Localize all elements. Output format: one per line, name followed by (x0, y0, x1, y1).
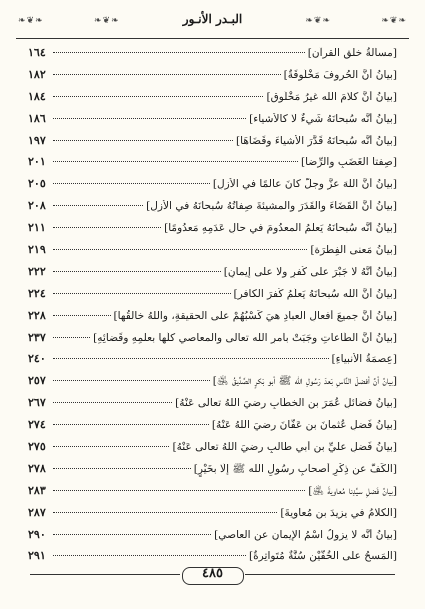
toc-entry-title: [بيانُ أنَّه سُبحانَهُ يَعلمُ المعدُومَ في حالِ عَدَمِهِ مَعدُومًا] (164, 222, 397, 235)
toc-page-number: ١٨٤ (28, 89, 46, 103)
toc-entry-title: [بيانُ أنَّه لا يزولُ اسْمُ الإيمانِ عنِ العاصي] (214, 528, 397, 541)
toc-entry-title: [بيانُ أنَّهُ لا جَبْرَ على كُفرٍ ولا على إيمانٍ] (223, 265, 397, 278)
leader-dots (53, 512, 277, 513)
leader-dots (53, 249, 307, 250)
right-ornament-icon: ❧❦❧ (381, 16, 407, 26)
toc-row (28, 396, 397, 418)
toc-page-number: ٢٠٨ (28, 199, 46, 213)
toc-row (28, 221, 397, 243)
leader-dots (53, 293, 231, 294)
toc-entry-title: [بيانُ أنَّ جميعَ أفعالِ العبادِ هيَ كَسْبُهُمْ على الحقيقةِ، واللهُ خالقُها] (113, 309, 397, 322)
toc-entry-title: [عِصمَةُ الأنبياءِ] (331, 353, 397, 366)
toc-row (28, 68, 397, 90)
leader-dots (53, 337, 90, 338)
toc-entry-title: [بيانُ أنَّ أفضلَ النَّاسِ بَعدَ رَسُولِ الله ﷺ أبو بَكرٍ الصِّدِّيقُ ﵁] (212, 375, 397, 388)
toc-page-number: ٢٢٨ (28, 308, 46, 322)
toc-entry-title: [مسألةُ خلقِ القرآن] (307, 47, 397, 59)
leader-dots (53, 380, 210, 381)
toc-entry-title: [بيانُ أنَّه سُبحانَهُ شَيءٌ لا كالأشياء] (249, 112, 397, 125)
page-number: ٤٨٥ (202, 566, 223, 581)
toc-row (28, 418, 397, 440)
toc-page-number: ٢٤٠ (28, 352, 46, 366)
leader-dots (53, 534, 211, 535)
leader-dots (53, 315, 111, 316)
toc-row (28, 46, 397, 68)
toc-entry-title: [بيانُ أنَّ الحُروفَ مَخْلُوقَةٌ] (283, 68, 397, 81)
toc-page-number: ٢٦٧ (28, 396, 46, 410)
leader-dots (53, 140, 233, 141)
toc-entry-title: [بيانُ فَضلِ عُثمانَ بنِ عَفَّانَ رضيَ اللهُ عَنْهُ] (211, 419, 397, 432)
leader-dots (53, 271, 221, 272)
toc-page-number: ٢٩٠ (28, 527, 46, 541)
toc-page-number: ٢١٩ (28, 243, 46, 257)
toc-entry-title: [بيانُ فَضلِ سيِّدِنا مُعاويةَ ﵁] (308, 484, 397, 497)
toc-row (28, 528, 397, 550)
toc-row (28, 374, 397, 396)
toc-row (28, 287, 397, 309)
leader-dots (53, 446, 169, 447)
toc-row (28, 134, 397, 156)
toc-page-number: ١٩٧ (28, 133, 46, 147)
leader-dots (53, 161, 298, 162)
toc-entry-title: [بيانُ أنَّ اللهَ عزَّ وجلَّ كانَ عالمًا في الأزلِ] (212, 178, 397, 191)
toc-row (28, 352, 397, 374)
toc-entry-title: [بيانُ فَضلِ عليِّ بنِ أبي طالبٍ رضيَ اللهُ تعالى عَنْهُ] (172, 441, 397, 454)
toc-page-number: ١٦٤ (28, 46, 46, 59)
left-ornament-icon: ❧❦❧ (18, 16, 44, 26)
toc-row (28, 462, 397, 484)
toc-page-number: ٢٨٧ (28, 505, 46, 519)
toc-entry-title: [بيانُ أنَّ الله سُبحانَهُ يَعلَمُ كُفرَ الكافرِ] (233, 287, 397, 300)
toc-row (28, 309, 397, 331)
right-ornament-2-icon: ❧❦❧ (305, 16, 331, 26)
toc-entry-title: [صِفتا الغَضَبِ والرِّضا] (300, 156, 397, 169)
leader-dots (53, 96, 263, 97)
header-title: البـدر الأنـور (182, 12, 243, 26)
toc-page-number: ٢٧٥ (28, 440, 46, 454)
toc-page-number: ٢٠٥ (28, 177, 46, 191)
toc-page-number: ١٨٦ (28, 111, 46, 125)
toc-entry-title: [بيانُ مَعنى الفِطرَة] (310, 244, 397, 257)
toc-row (28, 199, 397, 221)
toc-entry-title: [بيانُ أنَّ القَضَاءَ والقَدَرَ والمشيئةَ صِفاتُهُ سُبحانَهُ في الأزلِ] (146, 200, 397, 213)
toc-page-number: ٢٠١ (28, 155, 46, 169)
toc-row (28, 112, 397, 134)
leader-dots (53, 52, 305, 53)
leader-dots (53, 468, 191, 469)
toc-entry-title: [بيانُ فضائلِ عُمَرَ بنِ الخطَّابِ رضيَ اللهُ تعالى عَنْهُ] (175, 397, 397, 410)
leader-dots (53, 118, 246, 119)
running-header (12, 10, 413, 36)
toc-entry-title: [بيانُ أنَّ الطَّاعاتِ وجَبَتْ بأمرِ الله تعالى والمعاصي كلُّها بعلمِهِ وقَضائِهِ] (93, 331, 397, 344)
toc-page-number: ٢٩١ (28, 549, 46, 563)
leader-dots (53, 402, 172, 403)
toc-row (28, 243, 397, 265)
toc-entry-title: [المَسحُ على الخُفَّيْنِ سُنَّةٌ مُتَواتِرةٌ] (249, 550, 397, 563)
toc-page-number: ٢٥٧ (28, 374, 46, 388)
leader-dots (53, 358, 329, 359)
leader-dots (53, 227, 161, 228)
toc-page-number: ١٨٢ (28, 67, 46, 81)
leader-dots (53, 555, 246, 556)
table-of-contents (28, 46, 397, 571)
toc-entry-title: [بيانُ أنَّه سُبحانَهُ قَدَّرَ الأشياءَ وقَضَاهَا] (235, 134, 397, 147)
header-rule (16, 38, 409, 39)
toc-entry-title: [بيانُ أنَّ كلامَ الله غيرُ مَخْلُوقٍ] (266, 90, 397, 103)
toc-entry-title: [الكَفُّ عن ذِكْرِ أصحابِ رسُولِ الله ﷺ إلَّا بخَيْرٍ] (193, 462, 397, 475)
toc-row (28, 484, 397, 506)
leader-dots (53, 74, 281, 75)
toc-page-number: ٢٢٢ (28, 264, 46, 278)
toc-row (28, 331, 397, 353)
toc-row (28, 177, 397, 199)
toc-row (28, 155, 397, 177)
leader-dots (53, 490, 305, 491)
toc-page-number: ٢٧٤ (28, 418, 46, 432)
leader-dots (53, 183, 210, 184)
toc-entry-title: [الكلامُ في يزيدَ بنِ مُعاويةَ] (280, 506, 397, 519)
toc-page-number: ٢١١ (28, 221, 46, 235)
toc-row (28, 440, 397, 462)
toc-row (28, 90, 397, 112)
leader-dots (53, 205, 143, 206)
toc-row (28, 265, 397, 287)
toc-page-number: ٢٨٣ (28, 483, 46, 497)
leader-dots (53, 424, 209, 425)
toc-page-number: ٢٧٨ (28, 461, 46, 475)
toc-page-number: ٢٣٧ (28, 330, 46, 344)
left-ornament-2-icon: ❧❦❧ (94, 16, 120, 26)
toc-row (28, 506, 397, 528)
toc-page-number: ٢٢٤ (28, 286, 46, 300)
